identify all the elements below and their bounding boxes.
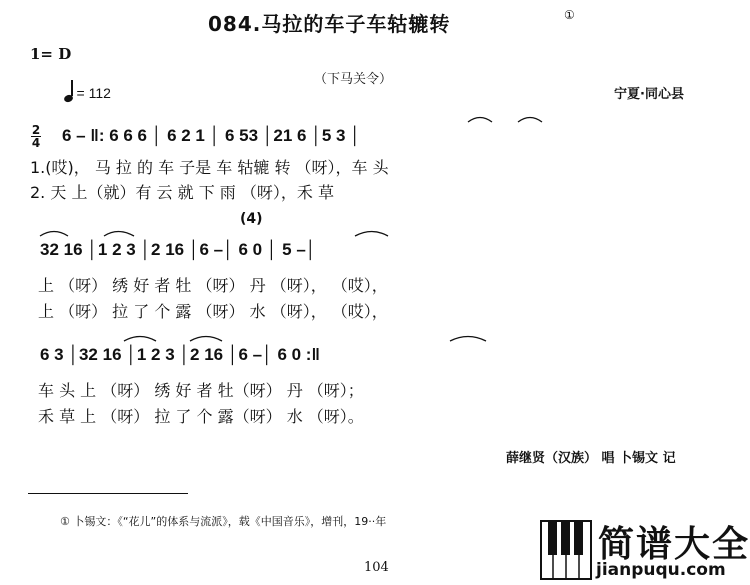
page-title: 084.马拉的车子车轱辘转 xyxy=(208,12,451,36)
lyric-line-3a: 车 头 上 （呀） 绣 好 者 牡（呀） 丹 （呀）； xyxy=(38,381,364,400)
notation-line-1: 6 – ‖: 6 6 6 │ 6 2 1 │ 6 53 │21 6 │5 3 │ xyxy=(62,126,361,145)
region-label: 宁夏·同心县 xyxy=(614,87,684,102)
page-number: 104 xyxy=(364,560,389,575)
credit-line: 薛继贤（汉族） 唱 卜锡文 记 xyxy=(506,451,676,466)
slur xyxy=(518,118,542,123)
slur xyxy=(124,337,156,342)
footnote-text: ① 卜锡文：《“花儿”的体系与流派》，载《中国音乐》，增刊，19··年 xyxy=(60,515,387,528)
slur xyxy=(355,232,388,237)
tempo-value: = 112 xyxy=(76,85,111,101)
notation-line-2: 32 16 │1 2 3 │2 16 │6 –│ 6 0 │ 5 –│ xyxy=(40,240,317,259)
notation-line-3: 6 3 │32 16 │1 2 3 │2 16 │6 –│ 6 0 :‖ xyxy=(40,345,320,364)
lyric-line-1b: 2. 天 上（就）有 云 就 下 雨 （呀），禾 草 xyxy=(30,183,334,202)
subtitle: （下马关令） xyxy=(314,72,393,87)
lyric-line-3b: 禾 草 上 （呀） 拉 了 个 露（呀） 水 （呀）。 xyxy=(38,407,364,426)
key-signature: 1= D xyxy=(30,45,72,63)
slur xyxy=(104,232,134,237)
slur xyxy=(468,118,492,123)
piano-keys-icon xyxy=(540,520,592,580)
footnote-divider xyxy=(28,493,188,494)
footnote-mark: ① xyxy=(564,8,575,22)
watermark-name: 简谱大全 xyxy=(598,524,750,565)
slur xyxy=(450,337,486,342)
lyric-line-2b: 上 （呀） 拉 了 个 露 （呀） 水 （呀）， （哎）， xyxy=(38,302,388,321)
time-signature-bottom: 4 xyxy=(31,136,41,150)
lyric-line-1a: 1.(哎)， 马 拉 的 车 子是 车 轱辘 转 （呀），车 头 xyxy=(30,158,389,177)
lyric-line-2a: 上 （呀） 绣 好 者 牡 （呀） 丹 （呀）， （哎）， xyxy=(38,276,388,295)
time-signature-top: 2 xyxy=(31,123,41,137)
watermark-url: jianpuqu.com xyxy=(596,560,726,580)
slur xyxy=(190,337,222,342)
slur xyxy=(40,232,68,237)
section-marker: (4) xyxy=(240,211,263,227)
